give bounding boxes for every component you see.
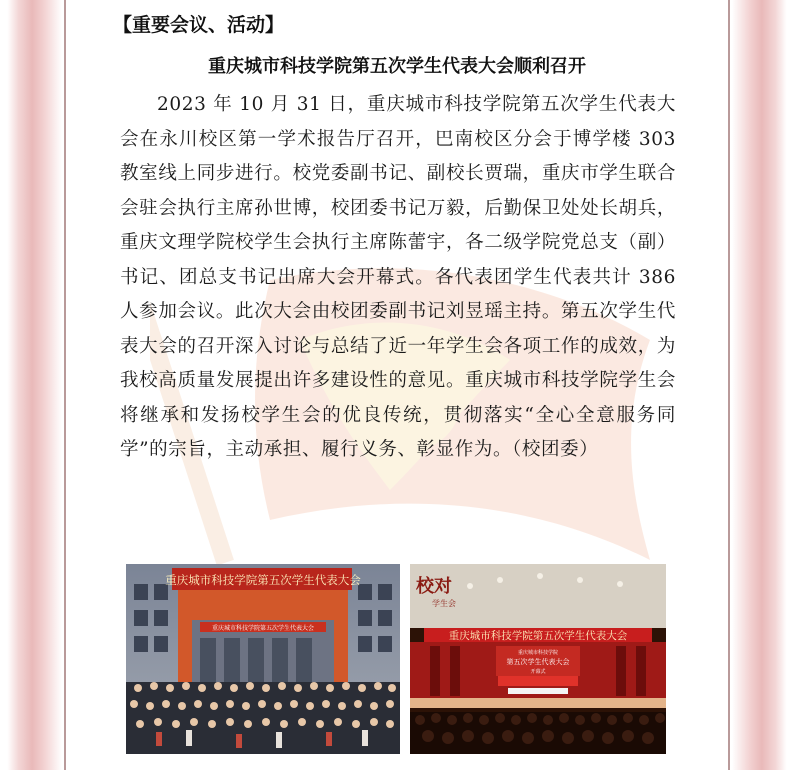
left-border-line (64, 0, 66, 770)
left-photo-banner-small-text: 重庆城市科技学院第五次学生代表大会 (211, 625, 315, 632)
left-photo-banner-text: 重庆城市科技学院第五次学生代表大会 (165, 573, 361, 587)
right-border-line (728, 0, 730, 770)
group-photo-illustration (126, 564, 400, 754)
auditorium-photo-illustration (410, 564, 666, 754)
right-photo-screen-main-text: 第五次学生代表大会 (506, 658, 570, 666)
right-photo-banner-text: 重庆城市科技学院第五次学生代表大会 (448, 630, 628, 642)
auditorium-photo (410, 564, 666, 754)
right-photo-logo-text: 校对 (416, 576, 452, 597)
article-body: 2023 年 10 月 31 日，重庆城市科技学院第五次学生代表大会在永川校区第一学术报告厅召开，巴南校区分会于博学楼 303 教室线上同步进行。校党委副书记、副校长贾瑞，重庆市学生联合会驻会执行主席孙世博，校团委书记万毅，后勤保卫处处长胡兵，重庆文理学院校学生会执行主席陈蕾宇，各二级学院党总支（副）书记、团总支书记出席大会开幕式。各代表团学生代表共计 386 人参加会议。此次大会由校团委副书记刘昱瑶主持。第五次学生代表大会的召开深入讨论与总结了近一年学生会各项工作的成效，为我校高质量发展提出许多建设性的意见。重庆城市科技学院学生会将继承和发扬校学生会的优良传统，贯彻落实“全心全意服务同学”的宗旨，主动承担、履行义务、彰显作为。（校团委） (120, 94, 676, 460)
section-heading: 【重要会议、活动】 (113, 14, 285, 36)
right-decorative-band (732, 0, 794, 770)
right-photo-logo-subtext: 学生会 (432, 599, 456, 608)
right-photo-screen-sub-text: 开幕式 (530, 669, 546, 675)
group-photo (126, 564, 400, 754)
article-title: 重庆城市科技学院第五次学生代表大会顺利召开 (208, 56, 586, 77)
right-photo-screen-small-text: 重庆城市科技学院 (517, 650, 559, 656)
left-decorative-band (0, 0, 62, 770)
